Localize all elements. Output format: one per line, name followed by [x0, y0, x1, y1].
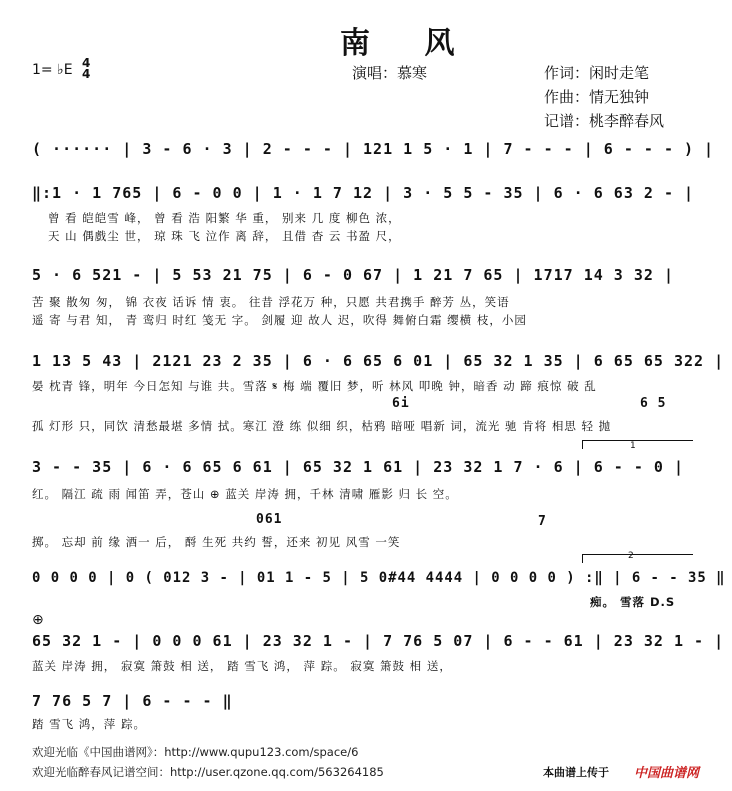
lyric-3a: 苦 聚 散匆 匆， 锦 衣夜 话诉 情 衷。 往昔 浮花万 种，只愿 共君携手 醉芳 丛，笑语: [32, 295, 510, 309]
meter-top: 4: [82, 56, 91, 70]
lyric-2b: 天 山 偶戲尘 世， 琼 珠 飞 泣作 离 辞， 且借 杳 云 书盈 尺，: [48, 229, 401, 243]
key-signature: 1= ♭E: [32, 62, 73, 78]
alt-notes-4b: 6 5: [640, 396, 667, 411]
transcriber-credit: 记谱：桃李醉春风: [544, 112, 665, 130]
score-line-4: 1 13 5 43 | 2121 23 2 35 | 6 · 6 65 6 01 | 65 32 1 35 | 6 65 65 322 |: [32, 352, 725, 370]
alt-notes-5b: 7: [538, 514, 547, 529]
lyric-4b: 孤 灯形 只，同饮 清愁最堪 多情 拭。寒江 澄 练 似细 织，枯鸦 暗哑 唱新 词，流光 驰 肯将 相思 轻 抛: [32, 419, 612, 433]
lyric-8: 踏 雪飞 鸿，萍 踪。: [32, 717, 146, 731]
coda-sign: ⊕: [32, 612, 44, 628]
lyric-5a: 红。 隔江 疏 雨 闻笛 弄，苍山 ⊕ 蓝关 岸涛 拥，千林 清啸 雁影 归 长 空。: [32, 487, 458, 501]
upload-note: 本曲谱上传于: [543, 766, 609, 779]
alt-notes-4a: 6i: [392, 396, 410, 411]
footer-link-1[interactable]: 欢迎光临《中国曲谱网》：http://www.qupu123.com/space/6: [32, 745, 359, 759]
lyric-4a: 晏 枕青 锋，明年 今日怎知 与谁 共。雪落 𝄋 梅 端 覆旧 梦，听 林风 叩晚 钟，暗香 动 蹄 痕惊 破 乱: [32, 379, 597, 393]
volta-2-bracket: [582, 554, 693, 563]
time-signature: [82, 58, 90, 80]
lyric-6: 痴。 雪落 D.S: [590, 595, 676, 609]
lyric-2a: 曾 看 皑皑雪 峰， 曾 看 浩 阳繁 华 重， 别来 几 度 柳色 浓，: [48, 211, 401, 225]
lyric-5b: 掷。 忘却 前 缘 酒一 后， 酹 生死 共约 誓，还来 初见 风雪 一笑: [32, 535, 401, 549]
lyric-3b: 遥 寄 与君 知， 青 鸾归 时红 笺无 字。 剑履 迎 故人 迟，吹得 舞俯白霜 缨横 枝，小园: [32, 313, 527, 327]
lyricist-credit: 作词：闲时走笔: [544, 64, 650, 82]
volta-2-number: 2: [628, 551, 634, 561]
score-line-1: ( ······ | 3 - 6 · 3 | 2 - - - | 121 1 5 · 1 | 7 - - - | 6 - - - ) |: [32, 140, 715, 158]
footer-link-2[interactable]: 欢迎光临醉春风记谱空间：http://user.qzone.qq.com/563264185: [32, 765, 384, 779]
score-line-7: 65 32 1 - | 0 0 0 61 | 23 32 1 - | 7 76 5 07 | 6 - - 61 | 23 32 1 - |: [32, 632, 725, 650]
site-logo[interactable]: 中国曲谱网: [634, 766, 700, 781]
volta-1-number: 1: [630, 441, 636, 451]
volta-1-bracket: [582, 440, 693, 449]
lyric-7: 蓝关 岸涛 拥， 寂寞 箫鼓 相 送， 踏 雪飞 鸿， 萍 踪。 寂寞 箫鼓 相 送，: [32, 659, 452, 673]
meter-bottom: 4: [82, 67, 91, 81]
score-line-5: 3 - - 35 | 6 · 6 65 6 61 | 65 32 1 61 | 23 32 1 7 · 6 | 6 - - 0 |: [32, 458, 684, 476]
alt-notes-5a: 061: [256, 512, 283, 527]
page-title: 南 风: [340, 26, 477, 61]
score-line-3: 5 · 6 521 - | 5 53 21 75 | 6 - 0 67 | 1 21 7 65 | 1717 14 3 32 |: [32, 266, 674, 284]
singer-credit: 演唱：慕寒: [352, 64, 428, 82]
score-line-8: 7 76 5 7 | 6 - - - ‖: [32, 692, 233, 710]
score-line-2: ‖:1 · 1 765 | 6 - 0 0 | 1 · 1 7 12 | 3 · 5 5 - 35 | 6 · 6 63 2 - |: [32, 184, 695, 202]
score-line-6: 0 0 0 0 | 0 ( 012 3 - | 01 1 - 5 | 5 0#44 4444 | 0 0 0 0 ) :‖ | 6 - - 35 ‖: [32, 570, 726, 586]
composer-credit: 作曲：情无独钟: [544, 88, 650, 106]
